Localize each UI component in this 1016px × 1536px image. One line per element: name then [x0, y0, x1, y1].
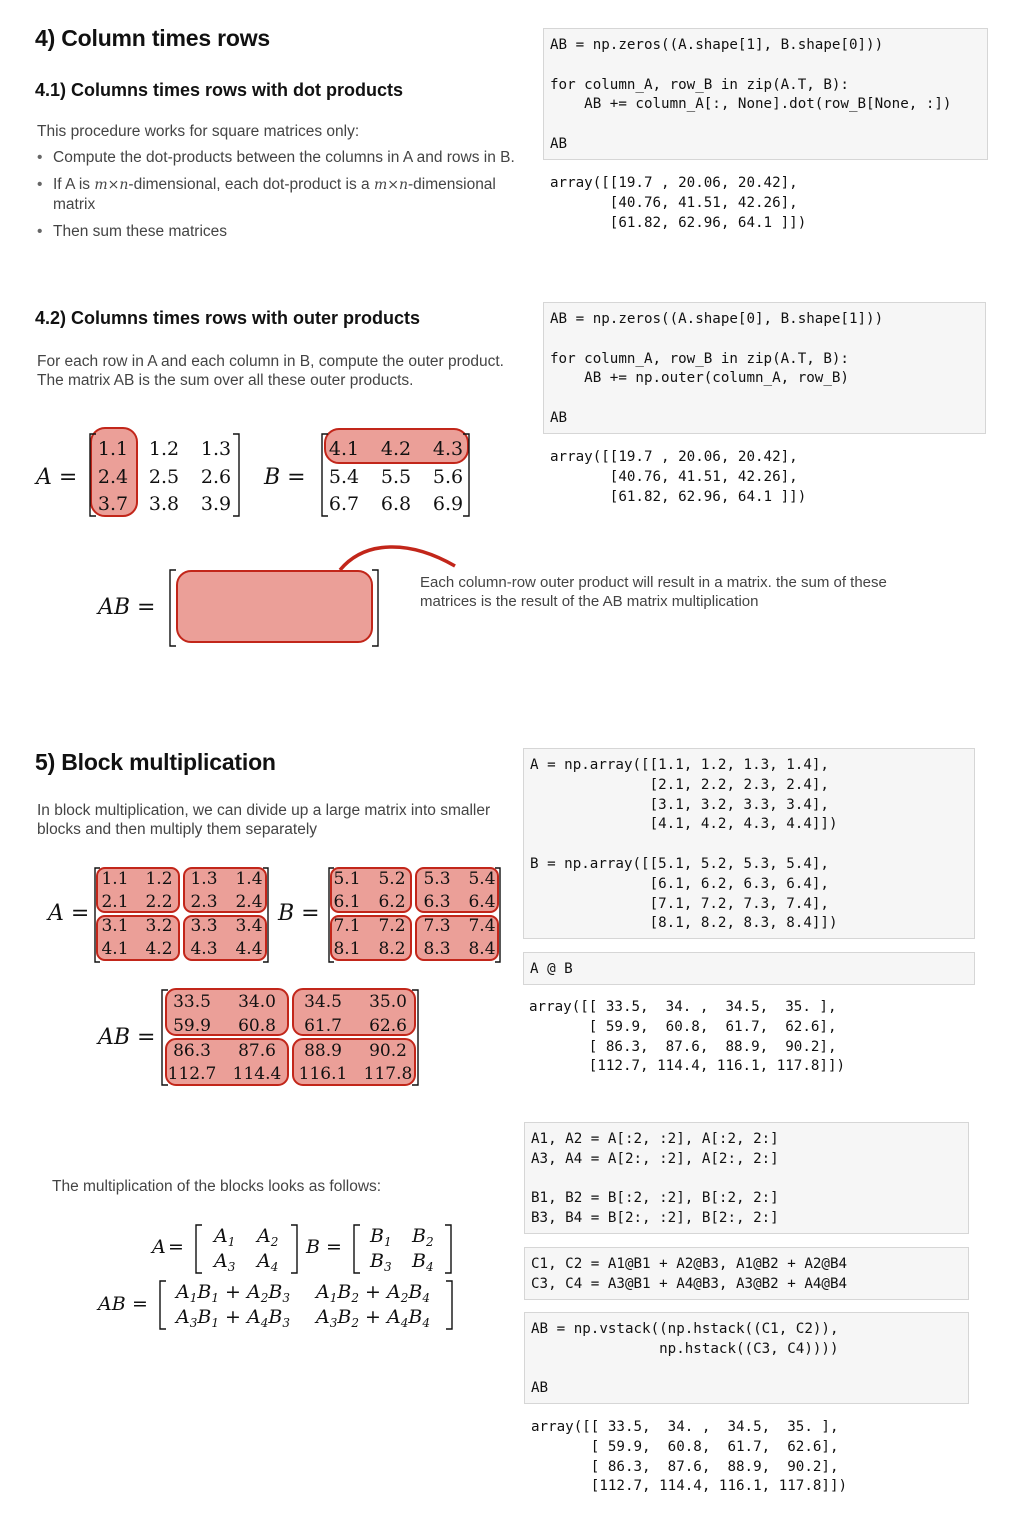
- matrix-cell: 7.4: [468, 916, 496, 936]
- matrix-cell: 8.1: [333, 939, 361, 959]
- svg-text:B: B: [306, 1236, 320, 1258]
- matrix-cell: 61.7: [304, 1016, 342, 1036]
- matrix-cell: 6.1: [333, 892, 361, 912]
- matrix-cell: 6.7: [328, 493, 360, 515]
- matrix-cell: 6.9: [432, 493, 464, 515]
- output-outer: array([[19.7 , 20.06, 20.42], [40.76, 41.51, 42.26], [61.82, 62.96, 64.1 ]]): [550, 449, 807, 505]
- section-4-2-text: For each row in A and each column in B, compute the outer product. The matrix AB is the sum over all these outer products.: [37, 353, 504, 389]
- matrix-cell: 1.2: [145, 869, 173, 889]
- outer-product-annotation: Each column-row outer product will result in a matrix. the sum of these matrices is the result of the AB matrix multiplication: [420, 574, 887, 610]
- matrix-cell: 8.3: [423, 939, 451, 959]
- svg-text:=: =: [132, 1293, 148, 1315]
- matrix-cell: 4.2: [145, 939, 173, 959]
- code-cell-outer[interactable]: AB = np.zeros((A.shape[0], B.shape[1])) for column_A, row_B in zip(A.T, B): AB += np.outer(column_A, row_B) AB: [543, 302, 986, 434]
- block-equations: [90, 1215, 470, 1335]
- matrix-cell: 8.4: [468, 939, 496, 959]
- svg-text:=: =: [326, 1236, 342, 1258]
- matrix-cell: 117.8: [363, 1064, 413, 1084]
- code-cell-arrays[interactable]: A = np.array([[1.1, 1.2, 1.3, 1.4], [2.1, 2.2, 2.3, 2.4], [3.1, 3.2, 3.3, 3.4], [4.1, 4.2, 4.3, 4.4]]) B = np.array([[5.1, 5.2, 5.3, 5.4], [6.1, 6.2, 6.3, 6.4], [7.1, 7.2, 7.3, 7.4], [8.1, 8.2, 8.3, 8.4]]): [523, 748, 975, 939]
- section-4-2-title: 4.2) Columns times rows with outer products: [35, 308, 421, 328]
- bullet-item: • If A is m×n-dimensional, each dot-product is a m×n-dimensional matrix: [37, 175, 527, 215]
- matrix-cell: 3.9: [200, 493, 232, 515]
- matrix-cell: 4.3: [432, 438, 464, 460]
- blocks-text: The multiplication of the blocks looks as follows:: [52, 1178, 382, 1195]
- matrix-cell: 4.2: [380, 438, 412, 460]
- svg-text:A3B1 + A4B3: $A_3B_1 + A_4B_3$: [176, 1306, 290, 1330]
- output-stack: array([[ 33.5, 34. , 34.5, 35. ], [ 59.9, 60.8, 61.7, 62.6], [ 86.3, 87.6, 88.9, 90.2], [112.7, 114.4, 116.1, 117.8]]): [531, 1419, 848, 1495]
- svg-text:=: =: [168, 1236, 184, 1258]
- svg-text:B1: $B_1$: [370, 1225, 392, 1249]
- matrix-cell: 114.4: [232, 1064, 282, 1084]
- matrix-cell: 3.2: [145, 916, 173, 936]
- matrix-cell: 2.3: [190, 892, 218, 912]
- matrix-cell: 4.4: [235, 939, 263, 959]
- matrix-cell: 1.3: [200, 438, 232, 460]
- matrix-cell: 5.6: [432, 466, 464, 488]
- matrix-cell: 35.0: [369, 992, 407, 1012]
- matrix-cell: 2.6: [200, 466, 232, 488]
- matrix-a-label: A =: [36, 465, 78, 490]
- outer-product-figure: [0, 420, 520, 660]
- svg-text:B2: $B_2$: [412, 1225, 434, 1249]
- ab-sum-box: [177, 571, 372, 642]
- matrix-cell: 1.3: [190, 869, 218, 889]
- matrix-cell: 7.1: [333, 916, 361, 936]
- matrix-cell: 7.3: [423, 916, 451, 936]
- matrix-cell: 8.2: [378, 939, 406, 959]
- matrix-cell: 4.3: [190, 939, 218, 959]
- matrix-b-label: B =: [264, 465, 306, 490]
- matrix-cell: 6.4: [468, 892, 496, 912]
- svg-text:A4: $A_4$: [257, 1250, 279, 1274]
- matrix-cell: 5.4: [328, 466, 360, 488]
- matrix-cell: 34.0: [238, 992, 276, 1012]
- svg-text:A2: $A_2$: [257, 1225, 279, 1249]
- svg-text:A: A: [152, 1236, 166, 1258]
- matrix-cell: 5.5: [380, 466, 412, 488]
- section-4-1-title: 4.1) Columns times rows with dot products: [35, 80, 404, 100]
- code-cell-stack[interactable]: AB = np.vstack((np.hstack((C1, C2)), np.hstack((C3, C4)))) AB: [524, 1312, 969, 1404]
- svg-text:B3: $B_3$: [370, 1250, 392, 1274]
- matrix-cell: 1.4: [235, 869, 263, 889]
- matrix-cell: 7.2: [378, 916, 406, 936]
- code-cell-products[interactable]: C1, C2 = A1@B1 + A2@B3, A1@B2 + A2@B4 C3, C4 = A3@B1 + A4@B3, A3@B2 + A4@B4: [524, 1247, 969, 1300]
- matrix-cell: 6.2: [378, 892, 406, 912]
- matrix-cell: 62.6: [369, 1016, 407, 1036]
- matrix-cell: 1.1: [97, 438, 129, 460]
- matrix-cell: 6.3: [423, 892, 451, 912]
- matrix-cell: 34.5: [304, 992, 342, 1012]
- svg-text:AB: AB: [98, 1293, 126, 1315]
- matrix-cell: 88.9: [304, 1041, 342, 1061]
- matrix-cell: 6.8: [380, 493, 412, 515]
- section-5-title: 5) Block multiplication: [35, 749, 276, 775]
- matrix-cell: 4.1: [101, 939, 129, 959]
- matrix-cell: 86.3: [173, 1041, 211, 1061]
- ab-label: AB =: [98, 595, 156, 620]
- svg-text:A1B1 + A2B3: $A_1B_1 + A_2B_3$: [176, 1281, 290, 1305]
- block-b-label: B =: [278, 901, 320, 926]
- matrix-cell: 3.3: [190, 916, 218, 936]
- matrix-cell: 2.1: [101, 892, 129, 912]
- matrix-cell: 87.6: [238, 1041, 276, 1061]
- matrix-cell: 90.2: [369, 1041, 407, 1061]
- code-cell-dot[interactable]: AB = np.zeros((A.shape[1], B.shape[0])) for column_A, row_B in zip(A.T, B): AB += column_A[:, None].dot(row_B[None, :]) AB: [543, 28, 988, 160]
- output-dot: array([[19.7 , 20.06, 20.42], [40.76, 41.51, 42.26], [61.82, 62.96, 64.1 ]]): [550, 175, 807, 231]
- matrix-cell: 60.8: [238, 1016, 276, 1036]
- section-5-intro: In block multiplication, we can divide up a large matrix into smaller blocks and then multiply them separately: [37, 802, 491, 838]
- matrix-cell: 5.4: [468, 869, 496, 889]
- svg-text:A1: $A_1$: [214, 1225, 236, 1249]
- section-4-1-intro: This procedure works for square matrices only:: [37, 123, 360, 140]
- matrix-cell: 116.1: [298, 1064, 348, 1084]
- matrix-cell: 3.8: [148, 493, 180, 515]
- bullet-item: • Then sum these matrices: [37, 222, 527, 242]
- block-b-cells: [333, 869, 495, 959]
- block-ab-label: AB =: [98, 1025, 156, 1050]
- matrix-cell: 5.1: [333, 869, 361, 889]
- block-a-cells: [101, 869, 262, 959]
- code-cell-matmul[interactable]: A @ B: [523, 952, 975, 985]
- matrix-cell: 2.4: [235, 892, 263, 912]
- matrix-b-cells: [329, 438, 463, 515]
- matrix-a-cells: [98, 438, 231, 515]
- matrix-cell: 33.5: [173, 992, 211, 1012]
- matrix-cell: 3.7: [97, 493, 129, 515]
- section-4-title: 4) Column times rows: [35, 25, 270, 51]
- matrix-cell: 5.3: [423, 869, 451, 889]
- annotation-arrow: [340, 547, 455, 570]
- matrix-cell: 2.2: [145, 892, 173, 912]
- matrix-cell: 4.1: [328, 438, 360, 460]
- svg-text:B4: $B_4$: [412, 1250, 434, 1274]
- block-matrices-figure: [0, 860, 520, 1100]
- svg-text:A1B2 + A2B4: $A_1B_2 + A_2B_4$: [316, 1281, 430, 1305]
- matrix-cell: 59.9: [173, 1016, 211, 1036]
- matrix-cell: 112.7: [167, 1064, 217, 1084]
- svg-text:A3B2 + A4B4: $A_3B_2 + A_4B_4$: [316, 1306, 430, 1330]
- matrix-cell: 3.1: [101, 916, 129, 936]
- output-matmul: array([[ 33.5, 34. , 34.5, 35. ], [ 59.9, 60.8, 61.7, 62.6], [ 86.3, 87.6, 88.9, 90.2], [112.7, 114.4, 116.1, 117.8]]): [529, 999, 846, 1075]
- section-4-1-bullets: [37, 148, 527, 249]
- bullet-item: • Compute the dot-products between the columns in A and rows in B.: [37, 148, 527, 168]
- matrix-cell: 1.2: [148, 438, 180, 460]
- matrix-cell: 1.1: [101, 869, 129, 889]
- matrix-cell: 5.2: [378, 869, 406, 889]
- svg-text:A3: $A_3$: [214, 1250, 236, 1274]
- matrix-cell: 2.5: [148, 466, 180, 488]
- block-a-label: A =: [48, 901, 90, 926]
- matrix-cell: 2.4: [97, 466, 129, 488]
- matrix-cell: 3.4: [235, 916, 263, 936]
- code-cell-split[interactable]: A1, A2 = A[:2, :2], A[:2, 2:] A3, A4 = A[2:, :2], A[2:, 2:] B1, B2 = B[:2, :2], B[:2, 2:] B3, B4 = B[2:, :2], B[2:, 2:]: [524, 1122, 969, 1234]
